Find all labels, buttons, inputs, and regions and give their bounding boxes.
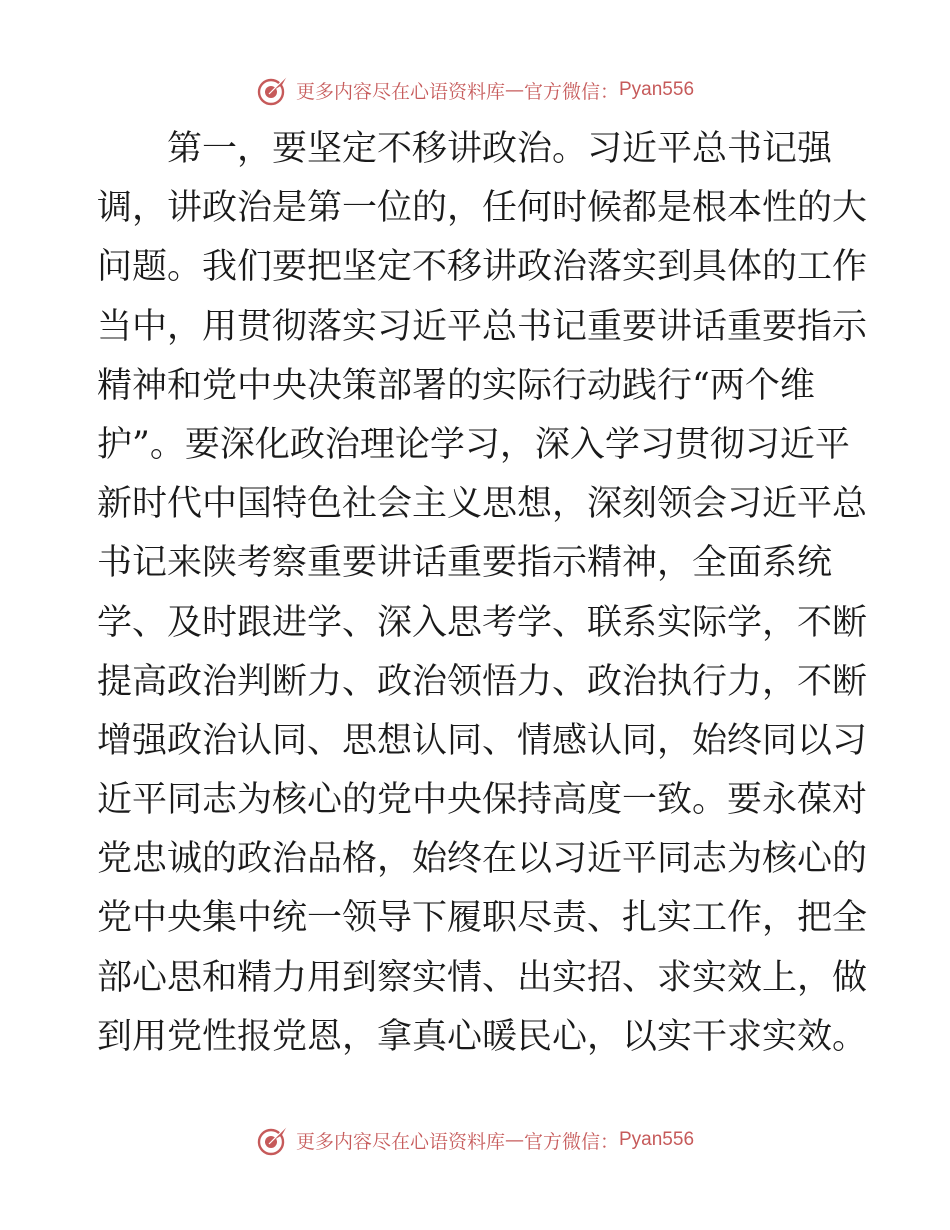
paragraph-line: 增强政治认同、思想认同、情感认同，始终同以习 (97, 720, 868, 761)
watermark-wechat-label: 官方微信： (523, 1130, 619, 1153)
paragraph-line: 部心思和精力用到察实情、出实招、求实效上，做 (97, 957, 868, 998)
paragraph-line: 近平同志为核心的党中央保持高度一致。要永葆对 (97, 780, 868, 821)
paragraph-line: 调，讲政治是第一位的，任何时候都是根本性的大 (97, 188, 868, 229)
paragraph-line: 当中，用贯彻落实习近平总书记重要讲话重要指示 (97, 306, 868, 347)
watermark-site-text: 更多内容尽在心语资料库 (295, 1130, 505, 1153)
watermark-wechat-label: 官方微信： (523, 80, 619, 103)
paragraph-line: 精神和党中央决策部署的实际行动践行“两个维 (97, 365, 815, 406)
watermark-separator: — (504, 1129, 524, 1151)
paragraph-line: 到用党性报党恩，拿真心暖民心，以实干求实效。 (97, 1016, 868, 1057)
header-watermark (0, 72, 950, 108)
paragraph-line: 党忠诚的政治品格，始终在以习近平同志为核心的 (97, 839, 868, 880)
body-paragraph (97, 120, 868, 1067)
paragraph-line: 第一，要坚定不移讲政治。习近平总书记强 (97, 129, 833, 169)
quill-logo-icon (256, 1123, 290, 1157)
watermark-site-text: 更多内容尽在心语资料库 (295, 80, 505, 103)
paragraph-line: 问题。我们要把坚定不移讲政治落实到具体的工作 (97, 247, 868, 288)
paragraph-line: 新时代中国特色社会主义思想，深刻领会习近平总 (97, 484, 868, 525)
paragraph-line: 学、及时跟进学、深入思考学、联系实际学，不断 (97, 602, 868, 643)
paragraph-line: 书记来陕考察重要讲话重要指示精神，全面系统 (97, 543, 833, 584)
watermark-separator: — (504, 79, 524, 101)
watermark-wechat-id: Pyan556 (619, 1129, 695, 1150)
paragraph-line: 党中央集中统一领导下履职尽责、扎实工作，把全 (97, 898, 868, 939)
watermark-wechat-id: Pyan556 (619, 79, 695, 100)
paragraph-line: 提高政治判断力、政治领悟力、政治执行力，不断 (97, 661, 868, 702)
footer-watermark (0, 1122, 950, 1158)
paragraph-line: 护”。要深化政治理论学习，深入学习贯彻习近平 (97, 424, 850, 465)
quill-logo-icon (256, 73, 290, 107)
